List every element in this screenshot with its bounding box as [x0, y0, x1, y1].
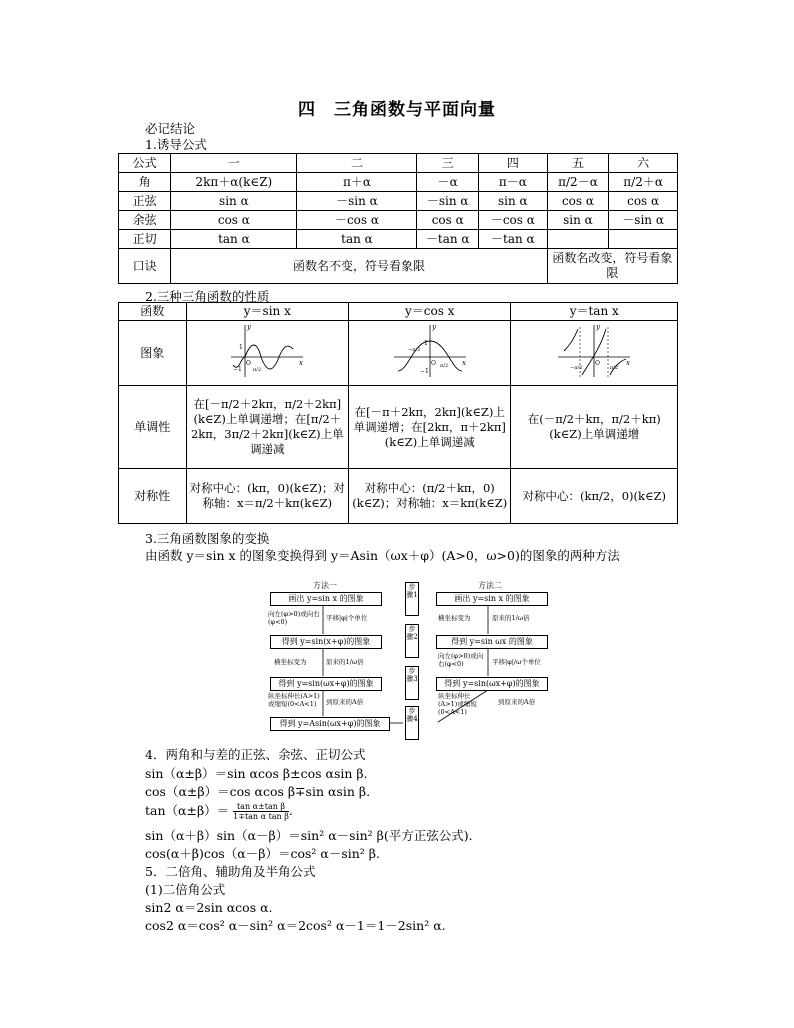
table-cell: 函数名改变，符号看象限 — [547, 249, 677, 284]
flow-box: 画出 y=sin x 的图象 — [436, 592, 548, 606]
flow-label: 原来的1/ω倍 — [326, 658, 364, 666]
formula-line: sin2 α＝2sin αcos α. — [145, 900, 273, 915]
section-heading: 必记结论 — [145, 121, 196, 136]
flow-box: 得到 y=sin ωx 的图象 — [436, 635, 548, 649]
flow-label: 原来的1/ω倍 — [492, 614, 530, 622]
table-cell: 函数名不变，符号看象限 — [171, 249, 547, 284]
flow-label: 横坐标变为 — [438, 614, 471, 622]
formula-tan: tan（α±β）＝ $\frac{\text{tan α±tan β}}{\text{1∓tan α tan β}}$ . — [145, 802, 293, 821]
svg-text:O: O — [430, 360, 436, 367]
svg-text:−π/2: −π/2 — [407, 347, 421, 353]
fraction — [233, 802, 289, 821]
table-row — [119, 230, 678, 249]
trig-properties-table — [118, 302, 678, 524]
subsection-title: (1)二倍角公式 — [145, 882, 226, 897]
flow-label: 纵坐标伸长(A>1)或缩短(0<A<1) — [268, 692, 320, 708]
table-cell: y＝tan x — [511, 303, 678, 321]
formula-tan-prefix: tan（α±β）＝ — [145, 803, 230, 818]
table-cell: 函数 — [119, 303, 187, 321]
flow-box: 得到 y=sin(x+φ)的图象 — [270, 635, 382, 649]
table-cell: cos α — [609, 192, 678, 211]
flow-label: 纵坐标伸长(A>1)或缩短(0<A<1) — [438, 692, 477, 716]
table-cell — [609, 230, 678, 249]
table-cell: 对称中心：(kπ/2，0)(k∈Z) — [511, 469, 678, 524]
flow-box: 得到 y=Asin(ωx+φ)的图象 — [270, 717, 390, 731]
flow-label: 到原来的A倍 — [326, 698, 364, 706]
table-row — [119, 173, 678, 192]
svg-text:y: y — [431, 323, 436, 331]
cos-graph-cell — [349, 321, 511, 386]
transform-flowchart — [268, 580, 558, 738]
svg-text:1: 1 — [239, 344, 244, 351]
flow-label: 平移|φ|/ω个单位 — [492, 658, 541, 666]
table-cell: sin α — [547, 211, 609, 230]
step-marker: 步骤4 — [405, 706, 419, 740]
table-row — [119, 321, 678, 386]
tan-graph — [554, 321, 634, 381]
table-cell: －cos α — [297, 211, 417, 230]
table-row — [119, 386, 678, 469]
section-3-description: 由函数 y＝sin x 的图象变换得到 y＝Asin（ωx＋φ）(A>0，ω>0)的图象的两种方法 — [145, 548, 620, 563]
table-cell: 在[－π/2＋2kπ，π/2＋2kπ](k∈Z)上单调递增；在[π/2＋2kπ，3π/2＋2kπ](k∈Z)上单调递减 — [186, 386, 348, 469]
table-cell: －sin α — [609, 211, 678, 230]
section-2-title: 2.三种三角函数的性质 — [145, 289, 270, 304]
table-cell: 三 — [417, 154, 479, 173]
fraction-denominator: 1∓tan α tan β — [233, 812, 289, 821]
table-cell: tan α — [171, 230, 297, 249]
table-cell: 四 — [478, 154, 547, 173]
table-cell: －tan α — [478, 230, 547, 249]
table-cell: 六 — [609, 154, 678, 173]
section-5-title: 5．二倍角、辅助角及半角公式 — [145, 864, 316, 879]
table-header-row — [119, 303, 678, 321]
table-cell: y＝sin x — [186, 303, 348, 321]
svg-text:O: O — [595, 360, 601, 367]
table-cell: 口诀 — [119, 249, 171, 284]
table-cell: 对称中心：(kπ，0)(k∈Z)；对称轴：x＝π/2＋kπ(k∈Z) — [186, 469, 348, 524]
svg-text:y: y — [596, 323, 601, 331]
table-cell: y＝cos x — [349, 303, 511, 321]
table-cell: 余弦 — [119, 211, 171, 230]
table-row — [119, 469, 678, 524]
table-cell: －α — [417, 173, 479, 192]
table-cell: sin α — [171, 192, 297, 211]
svg-text:π/2: π/2 — [439, 363, 448, 369]
table-cell: sin α — [478, 192, 547, 211]
table-cell: 角 — [119, 173, 171, 192]
table-cell — [547, 230, 609, 249]
table-cell: 对称中心：(π/2＋kπ，0)(k∈Z)；对称轴：x＝kπ(k∈Z) — [349, 469, 511, 524]
svg-text:π/2: π/2 — [253, 367, 262, 373]
table-cell: cos α — [547, 192, 609, 211]
table-cell: 图象 — [119, 321, 187, 386]
sin-graph — [227, 321, 307, 381]
table-row — [119, 192, 678, 211]
svg-text:1: 1 — [423, 340, 428, 347]
formula-line: cos（α±β）＝cos αcos β∓sin αsin β. — [145, 784, 371, 799]
formula-line: sin（α＋β）sin（α－β）＝sin² α－sin² β(平方正弦公式). — [145, 828, 473, 843]
flow-label: 向左(φ>0)或向右(φ<0) — [268, 610, 320, 626]
svg-text:O: O — [246, 360, 252, 367]
table-cell: π－α — [478, 173, 547, 192]
svg-text:x: x — [626, 359, 631, 367]
tan-graph-cell — [511, 321, 678, 386]
table-cell: 单调性 — [119, 386, 187, 469]
table-cell: π/2－α — [547, 173, 609, 192]
table-cell: 在(－π/2＋kπ，π/2＋kπ)(k∈Z)上单调递增 — [511, 386, 678, 469]
table-header-row — [119, 154, 678, 173]
flow-box: 画出 y=sin x 的图象 — [270, 592, 382, 606]
page-title: 四 三角函数与平面向量 — [298, 100, 496, 120]
svg-text:y: y — [247, 323, 252, 331]
table-cell: －tan α — [417, 230, 479, 249]
fraction-numerator: tan α±tan β — [233, 802, 289, 812]
method-1-label: 方法一 — [313, 581, 337, 590]
table-row — [119, 249, 678, 284]
table-cell: 正切 — [119, 230, 171, 249]
formula-line: cos(α＋β)cos（α－β）＝cos² α－sin² β. — [145, 846, 380, 861]
table-row — [119, 211, 678, 230]
flow-label: 平移|φ|个单位 — [326, 614, 368, 622]
table-cell: π＋α — [297, 173, 417, 192]
cos-graph — [390, 321, 470, 381]
svg-text:x: x — [461, 359, 466, 367]
table-cell: π/2＋α — [609, 173, 678, 192]
table-cell: 一 — [171, 154, 297, 173]
sin-graph-cell — [186, 321, 348, 386]
section-3-title: 3.三角函数图象的变换 — [145, 531, 270, 546]
table-cell: 二 — [297, 154, 417, 173]
flow-label: 横坐标变为 — [274, 658, 307, 666]
step-marker: 步骤1 — [405, 582, 419, 616]
flow-box: 得到 y=sin(ωx+φ)的图象 — [436, 677, 548, 691]
table-cell: －sin α — [417, 192, 479, 211]
table-cell: tan α — [297, 230, 417, 249]
section-4-title: 4．两角和与差的正弦、余弦、正切公式 — [145, 747, 366, 762]
svg-text:−1: −1 — [419, 368, 429, 375]
svg-text:π/2: π/2 — [610, 365, 619, 371]
table-cell: 公式 — [119, 154, 171, 173]
table-cell: 2kπ＋α(k∈Z) — [171, 173, 297, 192]
step-marker: 步骤2 — [405, 624, 419, 658]
formula-line: cos2 α＝cos² α－sin² α＝2cos² α－1＝1－2sin² α. — [145, 918, 446, 933]
table-cell: cos α — [417, 211, 479, 230]
svg-text:−1: −1 — [233, 366, 243, 373]
formula-line: sin（α±β）＝sin αcos β±cos αsin β. — [145, 766, 368, 781]
table-cell: －sin α — [297, 192, 417, 211]
svg-text:x: x — [299, 359, 304, 367]
flow-box: 得到 y=sin(ωx+φ)的图象 — [270, 677, 382, 691]
flow-label: 到原来的A倍 — [498, 698, 536, 706]
table-cell: 在[－π＋2kπ，2kπ](k∈Z)上单调递增；在[2kπ，π＋2kπ](k∈Z)上单调递减 — [349, 386, 511, 469]
table-cell: 五 — [547, 154, 609, 173]
svg-text:−π/2: −π/2 — [570, 365, 583, 371]
table-cell: cos α — [171, 211, 297, 230]
method-2-label: 方法二 — [478, 581, 502, 590]
flow-label: 向左(φ>0)或向右(φ<0) — [438, 652, 484, 668]
table-cell: －cos α — [478, 211, 547, 230]
table-cell: 正弦 — [119, 192, 171, 211]
section-1-title: 1.诱导公式 — [145, 137, 207, 152]
step-marker: 步骤3 — [405, 666, 419, 700]
induction-formula-table — [118, 153, 678, 284]
table-cell: 对称性 — [119, 469, 187, 524]
